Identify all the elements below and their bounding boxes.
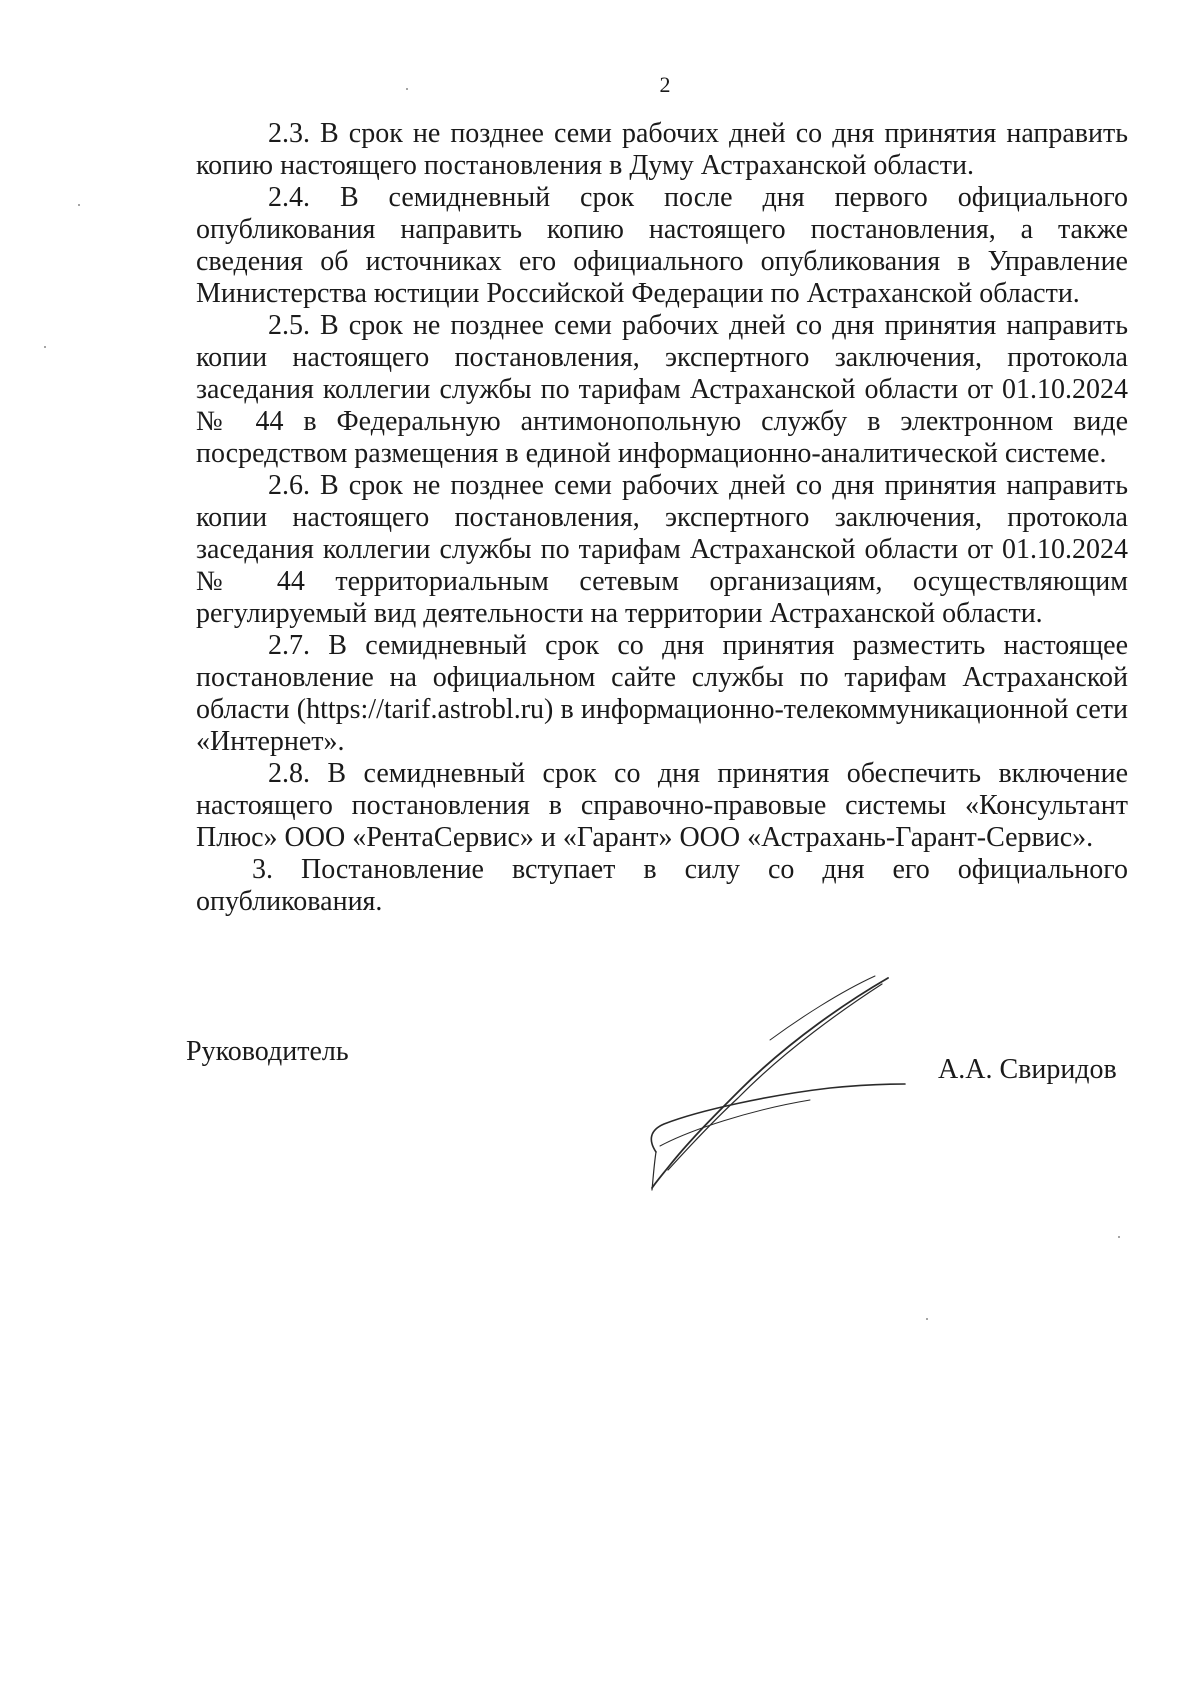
scan-speck xyxy=(44,346,46,348)
signer-position: Руководитель xyxy=(186,1036,349,1067)
signer-name: А.А. Свиридов xyxy=(938,1054,1117,1085)
paragraph-2-8: 2.8. В семидневный срок со дня принятия обеспечить включение настоящего постановления в справочно-правовые системы «Консультант Плюс» ООО «РентаСервис» и «Гарант» ООО «Астрахань-Гарант-Сервис». xyxy=(196,758,1128,853)
scan-speck xyxy=(926,1318,928,1320)
page-number: 2 xyxy=(659,72,671,97)
paragraph-2-3: 2.3. В срок не позднее семи рабочих дней со дня принятия направить копию настоящего постановления в Думу Астраханской области. xyxy=(196,118,1128,181)
paragraph-2-4: 2.4. В семидневный срок после дня первого официального опубликования направить копию настоящего постановления, а также сведения об источниках его официального опубликования в Управление Министерства юстиции Российской Федерации по Астраханской области. xyxy=(196,182,1128,309)
paragraph-2-6: 2.6. В срок не позднее семи рабочих дней со дня принятия направить копии настоящего постановления, экспертного заключения, протокола заседания коллегии службы по тарифам Астраханской области от 01.10.2024 № 44 территориальным сетевым организациям, осуществляющим регулируемый вид деятельности на территории Астраханской области. xyxy=(196,470,1128,629)
paragraph-3: 3. Постановление вступает в силу со дня его официального опубликования. xyxy=(196,854,1128,917)
scan-speck xyxy=(1118,1236,1120,1238)
scan-speck xyxy=(406,88,408,90)
handwritten-signature xyxy=(620,970,920,1200)
paragraph-2-7: 2.7. В семидневный срок со дня принятия разместить настоящее постановление на официальном сайте службы по тарифам Астраханской области (https://tarif.astrobl.ru) в информационно-телекоммуникационной сети «Интернет». xyxy=(196,630,1128,757)
scan-speck xyxy=(78,204,80,206)
paragraph-2-5: 2.5. В срок не позднее семи рабочих дней со дня принятия направить копии настоящего постановления, экспертного заключения, протокола заседания коллегии службы по тарифам Астраханской области от 01.10.2024 № 44 в Федеральную антимонопольную службу в электронном виде посредством размещения в единой информационно-аналитической системе. xyxy=(196,310,1128,469)
